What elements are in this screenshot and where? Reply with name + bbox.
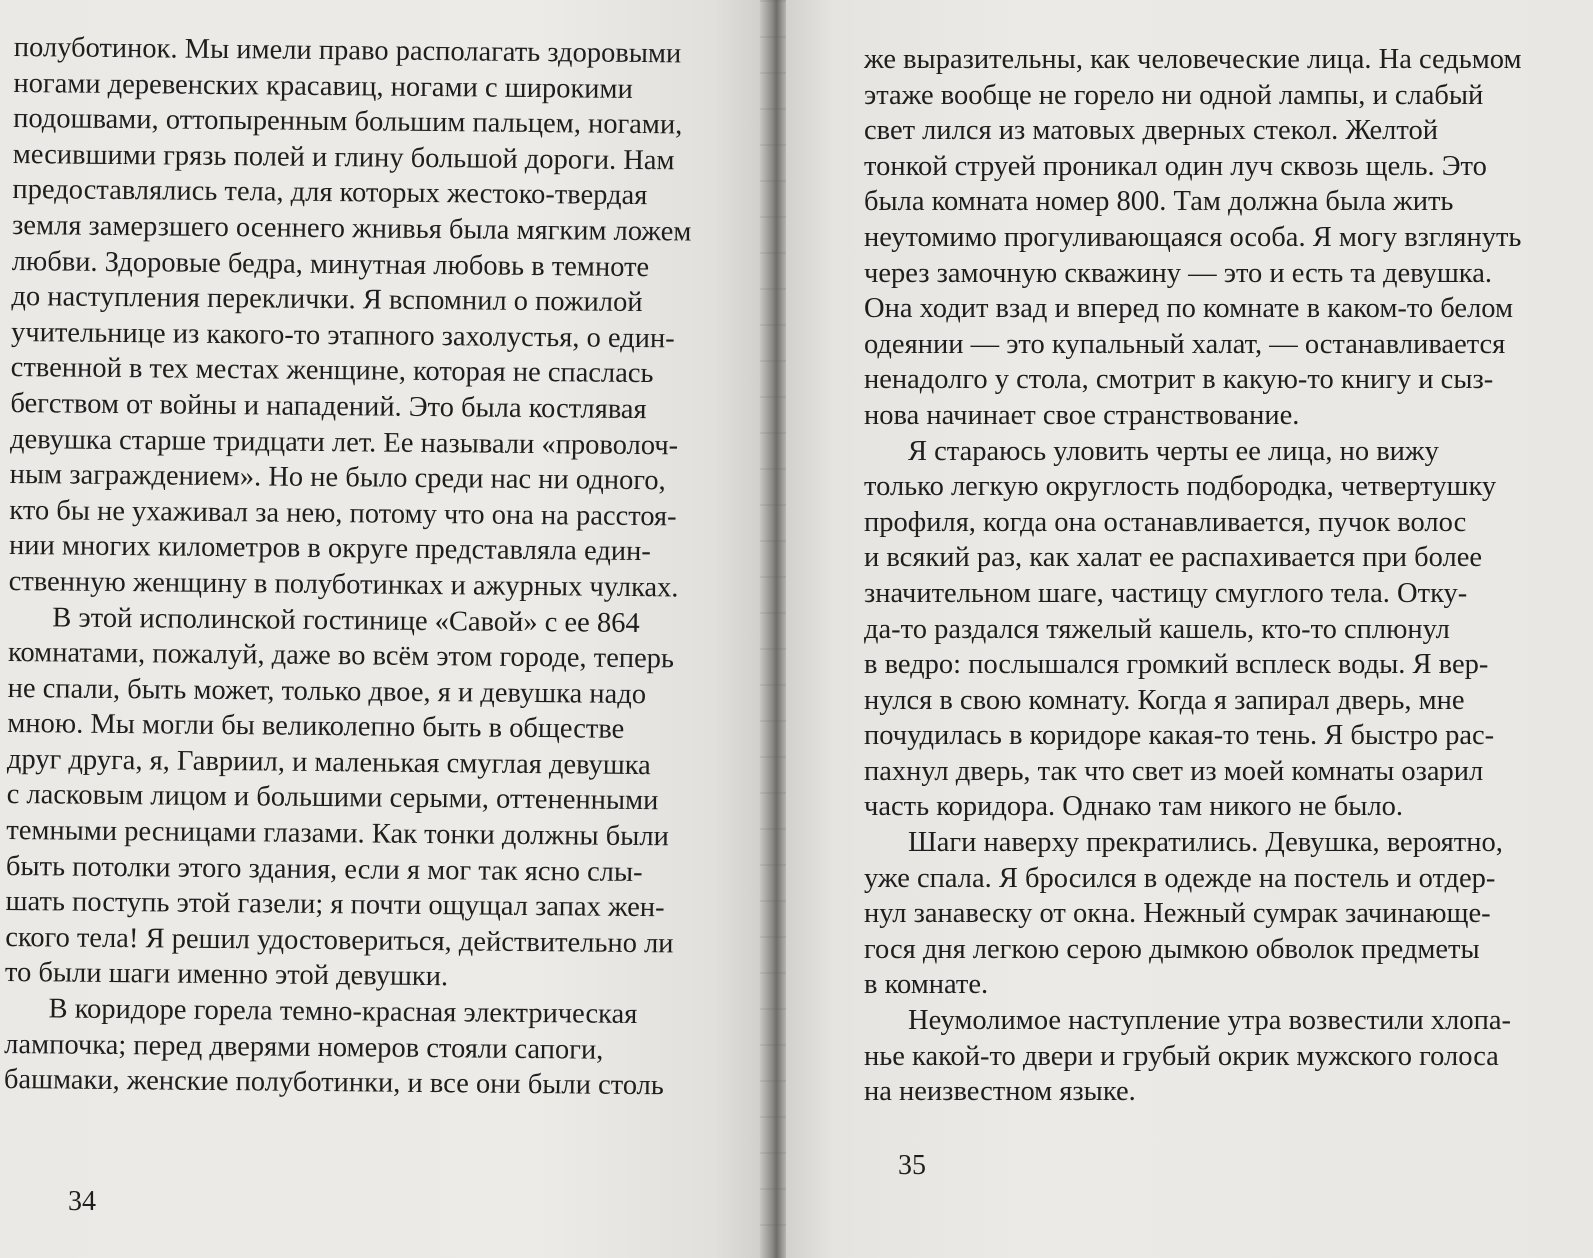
- text-line: нулся в свою комнату. Когда я запирал дверь, мне: [864, 684, 1465, 716]
- text-line: была комната номер 800. Там должна была жить: [864, 186, 1454, 218]
- text-line: свет лился из матовых дверных стекол. Желтой: [864, 115, 1438, 147]
- text-line: В этой исполинской гостинице «Савой» с ее 864: [52, 601, 640, 639]
- text-line: в ведро: послышался громкий всплеск воды. Я вер-: [864, 649, 1489, 681]
- text-line: шать поступь этой газели; я почти ощущал запах жен-: [5, 886, 665, 924]
- text-line: часть коридора. Однако там никого не было.: [864, 791, 1404, 823]
- text-line: да-то раздался тяжелый кашель, кто-то сплюнул: [864, 613, 1450, 645]
- text-line: бегством от войны и нападений. Это была костлявая: [10, 387, 647, 426]
- text-line: ственную женщину в полуботинках и ажурных чулках.: [8, 565, 679, 604]
- text-line: почудилась в коридоре какая-то тень. Я быстро рас-: [864, 720, 1495, 752]
- text-line: нова начинает свое странствование.: [864, 399, 1300, 431]
- text-line: профиля, когда она останавливается, пучок волос: [864, 506, 1467, 538]
- text-line: в комнате.: [864, 969, 989, 1001]
- text-line: темными ресницами глазами. Как тонки должны были: [6, 815, 670, 853]
- text-line: ственной в тех местах женщине, которая не спаслась: [10, 352, 654, 390]
- left-page: [0, 0, 768, 1258]
- text-line: предоставлялись тела, для которых жестоко-твердая: [12, 174, 648, 212]
- text-line: неутомимо прогуливающаяся особа. Я могу взглянуть: [864, 221, 1522, 253]
- text-line: одеянии — это купальный халат, — останавливается: [864, 328, 1506, 360]
- text-line: земля замерзшего осеннего жнивья была мягким ложем: [11, 209, 692, 248]
- text-line: нул занавеску от окна. Нежный сумрак зачинающе-: [864, 898, 1491, 930]
- text-line: нье какой-то двери и грубый окрик мужского голоса: [864, 1040, 1499, 1072]
- text-line: комнатами, пожалуй, даже во всём этом городе, теперь: [7, 637, 675, 675]
- text-line: девушка старше тридцати лет. Ее называли «проволоч-: [9, 423, 679, 461]
- text-line: любви. Здоровые бедра, минутная любовь в темноте: [11, 245, 650, 283]
- text-line: только легкую округлость подбородка, четвертушку: [864, 471, 1497, 503]
- text-line: тонкой струей проникал один луч сквозь щель. Это: [864, 150, 1487, 182]
- text-line: лампочка; перед дверями номеров стояли сапоги,: [4, 1028, 604, 1066]
- right-page: [786, 0, 1593, 1258]
- text-line: друг друга, я, Гавриил, и маленькая смуглая девушка: [6, 743, 651, 782]
- text-line: не спали, быть может, только двое, я и девушка надо: [7, 672, 647, 710]
- text-line: на неизвестном языке.: [864, 1076, 1136, 1108]
- text-line: Она ходит взад и вперед по комнате в каком-то белом: [864, 293, 1514, 325]
- text-line: через замочную скважину — это и есть та девушка.: [864, 257, 1492, 289]
- text-line: Неумолимое наступление утра возвестили хлопа-: [908, 1005, 1512, 1037]
- text-line: гося дня легкою серою дымкою обволок предметы: [864, 933, 1480, 965]
- text-line: мною. Мы могли бы великолепно быть в обществе: [7, 708, 625, 746]
- text-line: ского тела! Я решил удостовериться, действительно ли: [5, 921, 674, 960]
- text-line: то были шаги именно этой девушки.: [4, 957, 449, 993]
- text-line: ненадолго у стола, смотрит в какую-то книгу и сыз-: [864, 364, 1494, 396]
- text-line: быть потолки этого здания, если я мог так ясно слы-: [5, 850, 643, 888]
- text-line: пахнул дверь, так что свет из моей комнаты озарил: [864, 755, 1484, 787]
- text-line: ногами деревенских красавиц, ногами с широкими: [13, 67, 633, 105]
- text-line: значительном шаге, частицу смуглого тела. Отку-: [864, 577, 1468, 609]
- text-line: и всякий раз, как халат ее распахивается при более: [864, 542, 1483, 574]
- left-page-text: [4, 30, 714, 1104]
- text-line: Шаги наверху прекратились. Девушка, вероятно,: [908, 827, 1503, 859]
- text-line: кто бы не ухаживал за нею, потому что она на расстоя-: [9, 494, 677, 533]
- text-line: до наступления переклички. Я вспомнил о пожилой: [11, 281, 643, 319]
- text-line: полуботинок. Мы имели право располагать здоровыми: [13, 31, 682, 70]
- text-line: башмаки, женские полуботинки, и все они были столь: [3, 1064, 665, 1102]
- text-line: уже спала. Я бросился в одежде на постель и отдер-: [864, 862, 1496, 894]
- text-line: Я стараюсь уловить черты ее лица, но вижу: [908, 435, 1439, 467]
- text-line: подошвами, оттопыренным большим пальцем, ногами,: [12, 103, 683, 141]
- text-line: месившими грязь полей и глину большой дороги. Нам: [12, 138, 675, 177]
- text-line: учительнице из какого-то этапного захолустья, о един-: [10, 316, 675, 355]
- right-page-text: [864, 42, 1534, 1110]
- text-line: нии многих километров в округе представляла един-: [8, 530, 651, 568]
- text-line: ным заграждением». Но не было среди нас ни одного,: [9, 459, 666, 497]
- text-line: В коридоре горела темно-красная электрическая: [48, 993, 638, 1031]
- left-page-number: 34: [68, 1186, 96, 1217]
- text-line: этаже вообще не горело ни одной лампы, и слабый: [864, 79, 1484, 111]
- right-page-number: 35: [898, 1150, 926, 1181]
- text-line: же выразительны, как человеческие лица. На седьмом: [864, 44, 1522, 75]
- text-line: с ласковым лицом и большими серыми, оттененными: [6, 779, 659, 817]
